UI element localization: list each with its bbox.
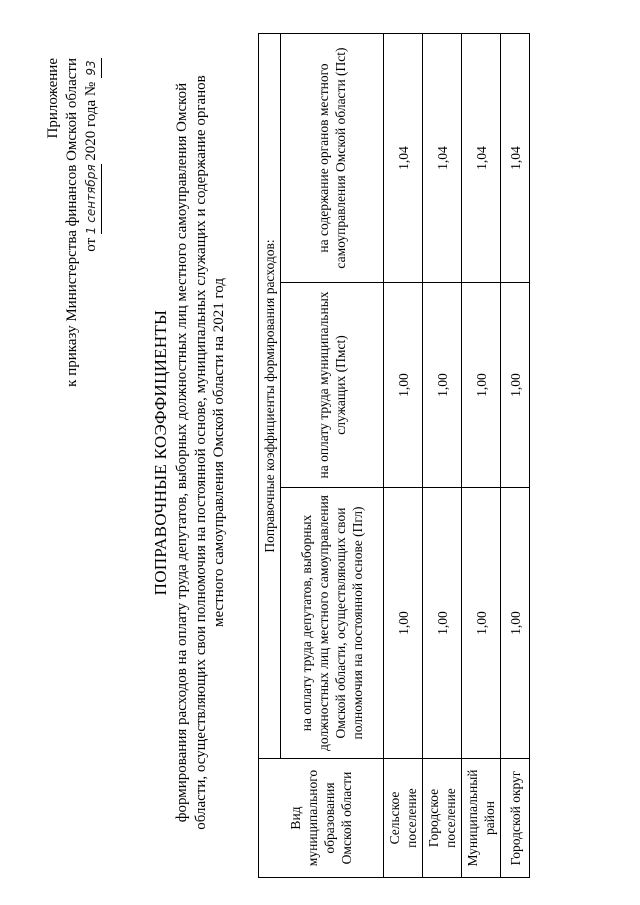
table-cell: 1,00 [462,283,501,488]
column-header-deputies: на оплату труда депутатов, выборных должностных лиц местного самоуправления Омской области, осуществляющих свои полномочия на постоянной основе (Пгл) [281,488,384,759]
table-cell: 1,00 [384,488,423,759]
row-label: Городской округ [501,759,530,878]
appendix-ot-label: от [83,237,99,252]
document-subtitle: формирования расходов на оплату труда депутатов, выборных должностных лиц местного самоуправления Омской области, осуществляющих свои полномочия на постоянной основе, муниципальных служащих и содержание органов местного самоуправления Омской области на 2021 год [174,75,227,830]
row-label: Городское поселение [423,759,462,878]
table-row [423,34,462,878]
row-label: Сельское поселение [384,759,423,878]
handwritten-date: 1 сентября [82,164,102,234]
table-cell: 1,04 [462,34,501,283]
row-label: Муниципальный район [462,759,501,878]
column-header-municipal-servants: на оплату труда муниципальных служащих (Пмсt) [281,283,384,488]
column-header-municipality-kind: Вид муниципального образования Омской области [259,759,384,878]
table-cell: 1,00 [501,283,530,488]
appendix-year-text: 2020 года № [83,81,99,161]
document-title-block [150,60,229,845]
table-cell: 1,04 [423,34,462,283]
table-row [384,34,423,878]
table-header-row [259,34,281,878]
table-cell: 1,04 [501,34,530,283]
appendix-title: Приложение [45,58,61,139]
table-cell: 1,00 [501,488,530,759]
table-row [462,34,501,878]
table-row [501,34,530,878]
document-title: ПОПРАВОЧНЫЕ КОЭФФИЦИЕНТЫ [151,309,170,596]
column-header-bodies-maintenance: на содержание органов местного самоуправления Омской области (Пct) [281,34,384,283]
column-group-header: Поправочные коэффициенты формирования расходов: [259,34,281,759]
appendix-block [44,58,102,478]
table-cell: 1,04 [384,34,423,283]
table-subheader-row [281,34,384,878]
appendix-order-reference: к приказу Министерства финансов Омской области [64,58,80,387]
table-cell: 1,00 [462,488,501,759]
coefficients-table [258,33,530,878]
appendix-date-line [82,58,102,478]
handwritten-order-number: 93 [82,58,102,78]
table-cell: 1,00 [423,283,462,488]
table-cell: 1,00 [423,488,462,759]
table-cell: 1,00 [384,283,423,488]
